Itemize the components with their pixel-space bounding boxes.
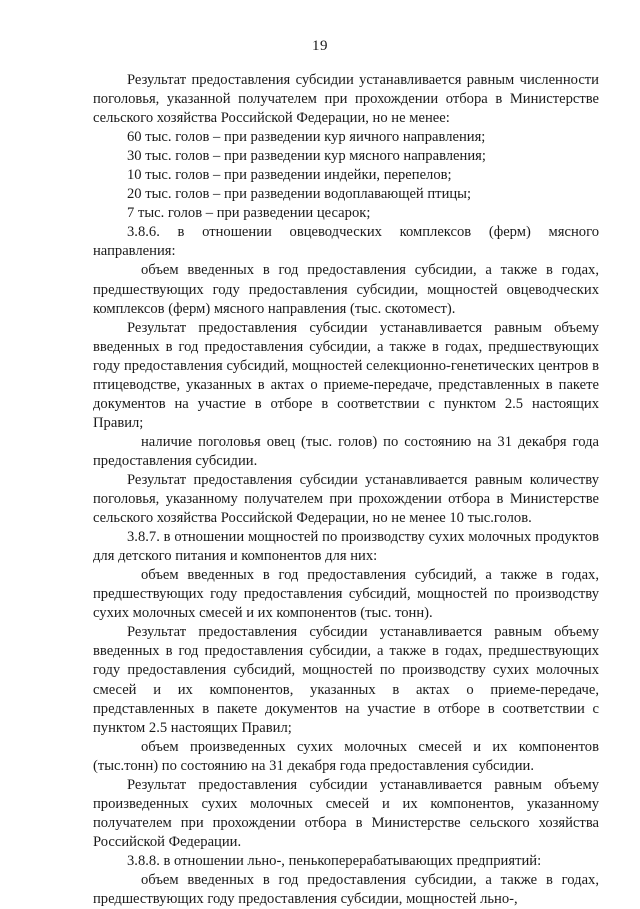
section-heading-3-8-7: 3.8.7. в отношении мощностей по производству сухих молочных продуктов для детского питания и компонентов для них: [93,529,599,565]
paragraph: объем введенных в год предоставления субсидии, а также в годах, предшествующих году предоставления субсидии, мощностей льно-, [93,871,599,908]
list-item: 10 тыс. голов – при разведении индейки, перепелов; [127,167,452,184]
paragraph: наличие поголовья овец (тыс. голов) по состоянию на 31 декабря года предоставления субсидии. [93,433,599,469]
page-body [93,71,599,909]
list-item: 30 тыс. голов – при разведении кур мясного направления; [127,148,486,165]
paragraph: Результат предоставления субсидии устанавливается равным количеству поголовья, указанному получателем при прохождении отбора в Министерстве сельского хозяйства Российской Федерации, но не менее 10 тыс.голов. [93,471,599,527]
section-heading-3-8-6: 3.8.6. в отношении овцеводческих комплексов (ферм) мясного направления: [93,224,599,260]
paragraph: Результат предоставления субсидии устанавливается равным объему введенных в год предоставления субсидии, а также в годах, предшествующих году предоставления субсидий, мощностей селекционно-генетических центров в птицеводстве, указанных в актах о приеме-передаче, представленных в пакете документов на участие в отборе в соответствии с пунктом 2.5 настоящих Правил; [93,319,599,431]
paragraph: Результат предоставления субсидии устанавливается равным численности поголовья, указанной получателем при прохождении отбора в Министерстве сельского хозяйства Российской Федерации, но не менее: [93,72,599,127]
paragraph: объем введенных в год предоставления субсидии, а также в годах, предшествующих году предоставления субсидии, мощностей овцеводческих комплексов (ферм) мясного направления (тыс. скотомест). [93,262,599,317]
list-item: 20 тыс. голов – при разведении водоплавающей птицы; [127,186,472,203]
paragraph: объем произведенных сухих молочных смесей и их компонентов (тыс.тонн) по состоянию на 31 декабря года предоставления субсидии. [93,738,599,774]
section-heading-3-8-8: 3.8.8. в отношении льно-, пенькоперерабатывающих предприятий: [127,852,542,869]
page-number: 19 [312,38,328,54]
list-item: 7 тыс. голов – при разведении цесарок; [127,205,371,222]
paragraph: Результат предоставления субсидии устанавливается равным объему произведенных сухих молочных смесей и их компонентов, указанному получателем при прохождении отбора в Министерстве сельского хозяйства Российской Федерации. [93,776,599,850]
paragraph: Результат предоставления субсидии устанавливается равным объему введенных в год предоставления субсидии, а также в годах, предшествующих году предоставления субсидий, мощностей по производству сухих молочных смесей и их компонентов, указанных в актах о приеме-передаче, представленных в пакете документов на участие в отборе в соответствии с пунктом 2.5 настоящих Правил; [93,624,599,736]
paragraph: объем введенных в год предоставления субсидий, а также в годах, предшествующих году предоставления субсидий, мощностей по производству сухих молочных смесей и их компонентов (тыс. тонн). [93,567,599,622]
list-item: 60 тыс. голов – при разведении кур яичного направления; [127,129,486,146]
